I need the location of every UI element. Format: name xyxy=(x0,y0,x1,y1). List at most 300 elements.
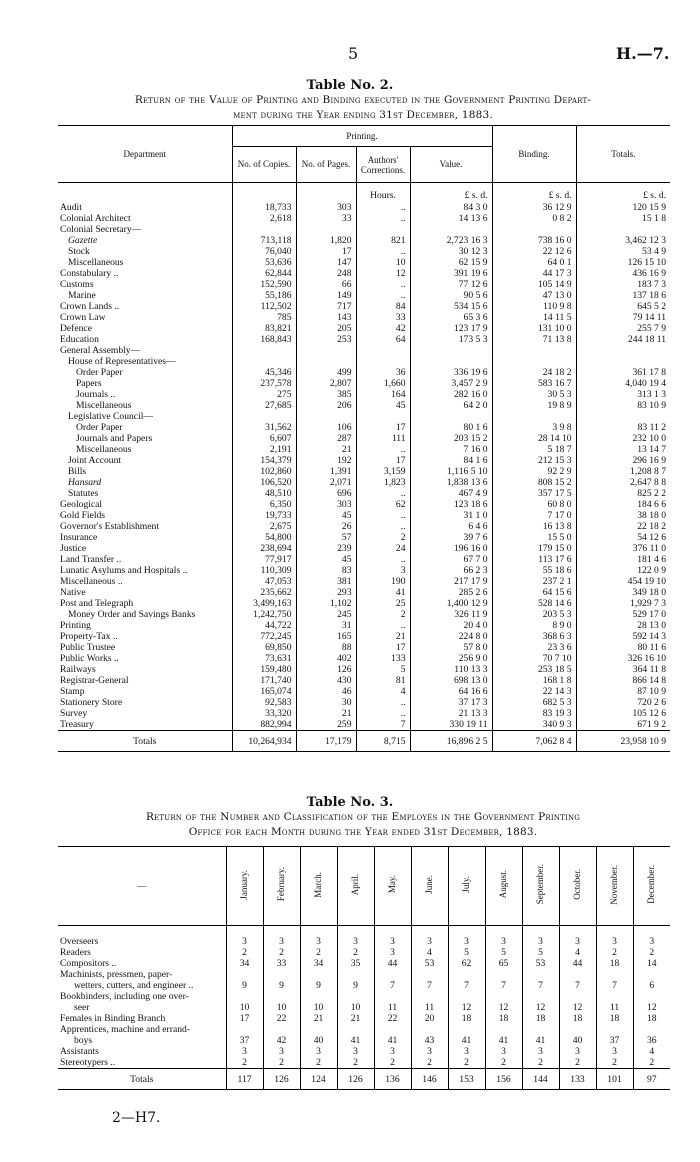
copies-cell: 47,053 xyxy=(232,576,296,587)
month-header xyxy=(263,847,300,926)
pages-cell: 66 xyxy=(296,279,356,290)
copies-cell: 106,520 xyxy=(232,477,296,488)
count-cell: 17 xyxy=(226,1013,263,1024)
totals-cell: 645 5 2 xyxy=(576,301,670,312)
totals-cell: 87 10 9 xyxy=(576,686,670,697)
count-cell: 3 xyxy=(559,1046,596,1057)
copies-cell xyxy=(232,356,296,367)
copies-cell: 27,685 xyxy=(232,400,296,411)
copies-cell: 2,191 xyxy=(232,444,296,455)
copies-cell: 73,631 xyxy=(232,653,296,664)
month-header xyxy=(522,847,559,926)
table-row xyxy=(58,345,670,356)
table-row xyxy=(58,356,670,367)
pages-cell: 21 xyxy=(296,444,356,455)
pages-cell: 31 xyxy=(296,620,356,631)
department-name: Colonial Architect xyxy=(60,213,131,224)
pages-cell: 239 xyxy=(296,543,356,554)
binding-cell: 110 9 8 xyxy=(492,301,576,312)
value-cell: 7 16 0 xyxy=(410,444,492,455)
authors-cell: .. xyxy=(356,290,410,301)
value-cell: 84 3 0 xyxy=(410,202,492,213)
copies-cell: 48,510 xyxy=(232,488,296,499)
month-header xyxy=(411,847,448,926)
department-name: Land Transfer .. xyxy=(60,554,122,565)
department-name: Stamp xyxy=(60,686,85,697)
table-row xyxy=(58,367,670,378)
binding-cell: 5 18 7 xyxy=(492,444,576,455)
count-cell: 3 xyxy=(263,936,300,947)
value-cell: 256 9 0 xyxy=(410,653,492,664)
value-cell: 282 16 0 xyxy=(410,389,492,400)
table3-subtitle-line1: Return of the Number and Classification of the Employés in the Government Printing xyxy=(145,811,581,823)
count-cell: 7 xyxy=(596,969,633,991)
pages-cell: 245 xyxy=(296,609,356,620)
copies-cell: 33,320 xyxy=(232,708,296,719)
totals-cell: 364 11 8 xyxy=(576,664,670,675)
grand-total: 23,958 10 9 xyxy=(576,731,670,752)
pages-cell: 83 xyxy=(296,565,356,576)
classification-line: Overseers xyxy=(60,936,99,947)
count-cell: 12 xyxy=(448,991,485,1013)
binding-cell: 682 5 3 xyxy=(492,697,576,708)
table-row xyxy=(58,554,670,565)
count-cell: 10 xyxy=(300,991,337,1013)
binding-cell: 23 3 6 xyxy=(492,642,576,653)
pages-cell: 126 xyxy=(296,664,356,675)
department-name: Public Works .. xyxy=(60,653,119,664)
totals-cell: 126 15 10 xyxy=(576,257,670,268)
count-cell: 3 xyxy=(485,1046,522,1057)
pages-cell: 30 xyxy=(296,697,356,708)
binding-cell: 30 5 3 xyxy=(492,389,576,400)
binding-cell: 253 18 5 xyxy=(492,664,576,675)
binding-cell: 583 16 7 xyxy=(492,378,576,389)
authors-cell: .. xyxy=(356,488,410,499)
count-cell: 3 xyxy=(522,936,559,947)
pages-cell: 293 xyxy=(296,587,356,598)
value-cell: 224 8 0 xyxy=(410,631,492,642)
department-name: Gazette xyxy=(68,235,98,246)
authors-cell: 84 xyxy=(356,301,410,312)
binding-cell: 203 5 3 xyxy=(492,609,576,620)
binding-cell xyxy=(492,345,576,356)
authors-cell: 36 xyxy=(356,367,410,378)
pages-cell xyxy=(296,224,356,235)
value-cell: 123 17 9 xyxy=(410,323,492,334)
pages-cell: 253 xyxy=(296,334,356,345)
table-row xyxy=(58,532,670,543)
pages-cell: 248 xyxy=(296,268,356,279)
count-cell: 7 xyxy=(559,969,596,991)
department-name: Stock xyxy=(68,246,90,257)
totals-cell: 349 18 0 xyxy=(576,587,670,598)
binding-cell xyxy=(492,356,576,367)
copies-cell xyxy=(232,224,296,235)
pages-cell: 106 xyxy=(296,422,356,433)
totals-cell: 296 16 9 xyxy=(576,455,670,466)
value-cell: 330 19 11 xyxy=(410,719,492,731)
table-row xyxy=(58,958,670,969)
month-header xyxy=(226,847,263,926)
classification-name xyxy=(58,969,226,991)
department-name: Customs xyxy=(60,279,94,290)
month-label: August. xyxy=(498,870,508,899)
table-row xyxy=(58,400,670,411)
table2-subtitle-line1: Return of the Value of Printing and Binding executed in the Government Printing Depart- xyxy=(134,94,592,106)
pages-cell: 205 xyxy=(296,323,356,334)
value-cell: 77 12 6 xyxy=(410,279,492,290)
totals-cell: 53 4 9 xyxy=(576,246,670,257)
totals-cell: 326 16 10 xyxy=(576,653,670,664)
classification-name xyxy=(58,1046,226,1057)
department-name: Railways xyxy=(60,664,96,675)
table-row xyxy=(58,1046,670,1057)
totals-cell xyxy=(576,411,670,422)
authors-cell: .. xyxy=(356,202,410,213)
count-cell: 3 xyxy=(337,936,374,947)
value-cell: 203 15 2 xyxy=(410,433,492,444)
count-cell: 3 xyxy=(411,936,448,947)
table-row xyxy=(58,543,670,554)
authors-cell: 164 xyxy=(356,389,410,400)
totals-cell: 38 18 0 xyxy=(576,510,670,521)
copies-cell: 55,186 xyxy=(232,290,296,301)
totals-cell: 120 15 9 xyxy=(576,202,670,213)
department-name: Legislative Council— xyxy=(68,411,153,422)
binding-cell: 105 14 9 xyxy=(492,279,576,290)
authors-cell: 17 xyxy=(356,455,410,466)
count-cell: 65 xyxy=(485,958,522,969)
binding-cell: 237 2 1 xyxy=(492,576,576,587)
classification-line: Machinists, pressmen, paper- xyxy=(60,969,173,980)
department-name: Crown Lands .. xyxy=(60,301,120,312)
table-row xyxy=(58,653,670,664)
table-row xyxy=(58,477,670,488)
value-cell: 336 19 6 xyxy=(410,367,492,378)
binding-cell: 808 15 2 xyxy=(492,477,576,488)
value-cell: 1,116 5 10 xyxy=(410,466,492,477)
authors-cell: 10 xyxy=(356,257,410,268)
pages-cell: 143 xyxy=(296,312,356,323)
totals-cell: 2,647 8 8 xyxy=(576,477,670,488)
pages-cell: 1,102 xyxy=(296,598,356,609)
count-cell: 22 xyxy=(374,1013,411,1024)
month-label: May. xyxy=(387,875,397,894)
binding-cell: 22 12 6 xyxy=(492,246,576,257)
count-cell: 3 xyxy=(374,947,411,958)
table-row xyxy=(58,631,670,642)
month-header xyxy=(596,847,633,926)
classification-line: boys xyxy=(74,1035,93,1046)
authors-cell xyxy=(356,356,410,367)
copies-cell: 713,118 xyxy=(232,235,296,246)
binding-unit: £ s. d. xyxy=(492,183,576,203)
count-cell: 2 xyxy=(485,1057,522,1069)
totals-cell: 105 12 6 xyxy=(576,708,670,719)
month-label: September. xyxy=(535,864,545,905)
table-row xyxy=(58,202,670,213)
count-cell: 10 xyxy=(226,991,263,1013)
value-cell: 66 2 3 xyxy=(410,565,492,576)
value-cell: 14 13 6 xyxy=(410,213,492,224)
pages-cell: 57 xyxy=(296,532,356,543)
table-row xyxy=(58,936,670,947)
copies-cell: 19,733 xyxy=(232,510,296,521)
document-reference: H.—7. xyxy=(616,44,670,63)
copies-cell: 785 xyxy=(232,312,296,323)
totals-cell: 866 14 8 xyxy=(576,675,670,686)
count-cell: 40 xyxy=(559,1024,596,1046)
department-name: Insurance xyxy=(60,532,98,543)
count-cell: 18 xyxy=(522,1013,559,1024)
totals-cell: 671 9 2 xyxy=(576,719,670,731)
count-cell: 53 xyxy=(411,958,448,969)
totals-cell: 454 19 10 xyxy=(576,576,670,587)
month-header xyxy=(485,847,522,926)
binding-cell: 340 9 3 xyxy=(492,719,576,731)
count-cell: 9 xyxy=(300,969,337,991)
totals-cell: 232 10 0 xyxy=(576,433,670,444)
totals-cell: 22 18 2 xyxy=(576,521,670,532)
table2-totals-row xyxy=(58,731,670,752)
count-cell: 7 xyxy=(522,969,559,991)
classification-line: Stereotypers .. xyxy=(60,1057,116,1068)
classification-name xyxy=(58,1057,226,1069)
authors-cell: 33 xyxy=(356,312,410,323)
totals-cell: 54 12 6 xyxy=(576,532,670,543)
count-cell: 41 xyxy=(337,1024,374,1046)
classification-name xyxy=(58,947,226,958)
total-pages: 17,179 xyxy=(296,731,356,752)
totals-header: Totals. xyxy=(576,126,670,183)
authors-cell: 1,823 xyxy=(356,477,410,488)
department-name: Education xyxy=(60,334,99,345)
count-cell: 18 xyxy=(559,1013,596,1024)
total-value: 16,896 2 5 xyxy=(410,731,492,752)
count-cell: 44 xyxy=(559,958,596,969)
count-cell: 3 xyxy=(522,1046,559,1057)
month-label: April. xyxy=(350,873,360,896)
table-row xyxy=(58,675,670,686)
pages-header: No. of Pages. xyxy=(296,147,356,183)
pages-cell: 192 xyxy=(296,455,356,466)
department-name: Miscellaneous xyxy=(68,257,124,268)
classification-name xyxy=(58,958,226,969)
authors-cell: .. xyxy=(356,697,410,708)
footer-reference: 2—H7. xyxy=(112,1110,161,1126)
value-header: Value. xyxy=(410,147,492,183)
count-cell: 7 xyxy=(485,969,522,991)
count-cell: 3 xyxy=(559,936,596,947)
department-name: Miscellaneous .. xyxy=(60,576,123,587)
count-cell: 3 xyxy=(485,936,522,947)
classification-line: Bookbinders, including one over- xyxy=(60,991,189,1002)
binding-cell: 368 6 3 xyxy=(492,631,576,642)
count-cell: 9 xyxy=(337,969,374,991)
value-cell: 534 15 6 xyxy=(410,301,492,312)
table-row xyxy=(58,1057,670,1069)
classification-line: Females in Binding Branch xyxy=(60,1013,166,1024)
count-cell: 3 xyxy=(448,1046,485,1057)
totals-cell: 28 13 0 xyxy=(576,620,670,631)
totals-cell: 361 17 8 xyxy=(576,367,670,378)
department-name: Crown Law xyxy=(60,312,106,323)
authors-cell: 3 xyxy=(356,565,410,576)
binding-cell: 131 10 0 xyxy=(492,323,576,334)
table-row xyxy=(58,411,670,422)
authors-cell: .. xyxy=(356,444,410,455)
count-cell: 12 xyxy=(633,991,670,1013)
department-name: Order Paper xyxy=(76,422,123,433)
copies-cell: 235,662 xyxy=(232,587,296,598)
table-row xyxy=(58,609,670,620)
copies-cell xyxy=(232,345,296,356)
count-cell: 35 xyxy=(337,958,374,969)
table-row xyxy=(58,686,670,697)
pages-cell: 1,391 xyxy=(296,466,356,477)
total-count-cell: 136 xyxy=(374,1069,411,1090)
authors-cell: .. xyxy=(356,521,410,532)
table-row xyxy=(58,235,670,246)
totals-cell xyxy=(576,345,670,356)
count-cell: 9 xyxy=(226,969,263,991)
department-name: Gold Fields xyxy=(60,510,106,521)
copies-cell: 102,860 xyxy=(232,466,296,477)
count-cell: 18 xyxy=(596,958,633,969)
copies-cell: 275 xyxy=(232,389,296,400)
table-row xyxy=(58,499,670,510)
department-name: Hansard xyxy=(68,477,102,488)
pages-cell: 2,807 xyxy=(296,378,356,389)
copies-cell: 112,502 xyxy=(232,301,296,312)
value-cell: 6 4 6 xyxy=(410,521,492,532)
total-count-cell: 133 xyxy=(559,1069,596,1090)
authors-cell: .. xyxy=(356,554,410,565)
table-row xyxy=(58,664,670,675)
month-header xyxy=(559,847,596,926)
employees-table xyxy=(58,846,670,1090)
pages-cell: 499 xyxy=(296,367,356,378)
table2-title: Table No. 2. xyxy=(306,78,394,93)
table-row xyxy=(58,969,670,991)
authors-cell: .. xyxy=(356,213,410,224)
authors-cell: 2 xyxy=(356,532,410,543)
pages-cell: 287 xyxy=(296,433,356,444)
pages-cell: 46 xyxy=(296,686,356,697)
table3-subtitle-line2: Office for each Month during the Year ended 31st December, 1883. xyxy=(188,826,538,838)
totals-cell: 83 10 9 xyxy=(576,400,670,411)
authors-cell xyxy=(356,345,410,356)
copies-cell: 6,607 xyxy=(232,433,296,444)
table-row xyxy=(58,598,670,609)
copies-cell: 154,379 xyxy=(232,455,296,466)
total-count-cell: 124 xyxy=(300,1069,337,1090)
totals-cell: 244 18 11 xyxy=(576,334,670,345)
binding-cell: 0 8 2 xyxy=(492,213,576,224)
count-cell: 2 xyxy=(559,1057,596,1069)
month-label: October. xyxy=(572,869,582,900)
copies-cell: 2,618 xyxy=(232,213,296,224)
month-label: November. xyxy=(609,864,619,905)
totals-cell: 184 6 6 xyxy=(576,499,670,510)
binding-cell: 28 14 10 xyxy=(492,433,576,444)
value-cell: 84 1 6 xyxy=(410,455,492,466)
department-name: Justice xyxy=(60,543,87,554)
authors-cell: 12 xyxy=(356,268,410,279)
value-cell: 20 4 0 xyxy=(410,620,492,631)
count-cell: 2 xyxy=(448,1057,485,1069)
authors-cell: 7 xyxy=(356,719,410,731)
pages-cell: 696 xyxy=(296,488,356,499)
month-header xyxy=(633,847,670,926)
binding-header: Binding. xyxy=(492,126,576,183)
count-cell: 2 xyxy=(263,1057,300,1069)
totals-cell: 255 7 9 xyxy=(576,323,670,334)
binding-cell: 64 15 6 xyxy=(492,587,576,598)
department-name: Property-Tax .. xyxy=(60,631,118,642)
total-count-cell: 101 xyxy=(596,1069,633,1090)
binding-cell: 19 8 9 xyxy=(492,400,576,411)
value-cell: 196 16 0 xyxy=(410,543,492,554)
department-name: Money Order and Savings Banks xyxy=(68,609,196,620)
authors-cell: .. xyxy=(356,279,410,290)
classification-line: Readers xyxy=(60,947,91,958)
total-copies: 10,264,934 xyxy=(232,731,296,752)
department-name: Public Trustee xyxy=(60,642,116,653)
authors-cell: 4 xyxy=(356,686,410,697)
count-cell: 3 xyxy=(300,1046,337,1057)
month-label: July. xyxy=(461,876,471,893)
value-cell: 173 5 3 xyxy=(410,334,492,345)
count-cell: 21 xyxy=(300,1013,337,1024)
table-row xyxy=(58,444,670,455)
count-cell: 41 xyxy=(485,1024,522,1046)
month-header xyxy=(448,847,485,926)
table-row xyxy=(58,312,670,323)
copies-cell xyxy=(232,411,296,422)
pages-cell: 430 xyxy=(296,675,356,686)
count-cell: 11 xyxy=(411,991,448,1013)
count-cell: 2 xyxy=(226,1057,263,1069)
total-authors: 8,715 xyxy=(356,731,410,752)
total-count-cell: 153 xyxy=(448,1069,485,1090)
department-name: General Assembly— xyxy=(60,345,141,356)
pages-cell: 717 xyxy=(296,301,356,312)
department-name: Treasury xyxy=(60,719,94,730)
copies-header: No. of Copies. xyxy=(232,147,296,183)
authors-cell: 17 xyxy=(356,642,410,653)
table-row xyxy=(58,455,670,466)
binding-cell: 60 8 0 xyxy=(492,499,576,510)
table-row xyxy=(58,521,670,532)
count-cell: 7 xyxy=(411,969,448,991)
classification-line: Assistants xyxy=(60,1046,99,1057)
month-label: June. xyxy=(424,875,434,894)
department-name: Geological xyxy=(60,499,103,510)
classification-header: — xyxy=(58,847,226,926)
binding-cell xyxy=(492,411,576,422)
department-name: Registrar-General xyxy=(60,675,129,686)
copies-cell: 238,694 xyxy=(232,543,296,554)
count-cell: 21 xyxy=(337,1013,374,1024)
count-cell: 18 xyxy=(596,1013,633,1024)
table-row xyxy=(58,466,670,477)
binding-cell: 55 18 6 xyxy=(492,565,576,576)
authors-cell: 42 xyxy=(356,323,410,334)
authors-cell: 81 xyxy=(356,675,410,686)
department-name: Journals .. xyxy=(76,389,116,400)
